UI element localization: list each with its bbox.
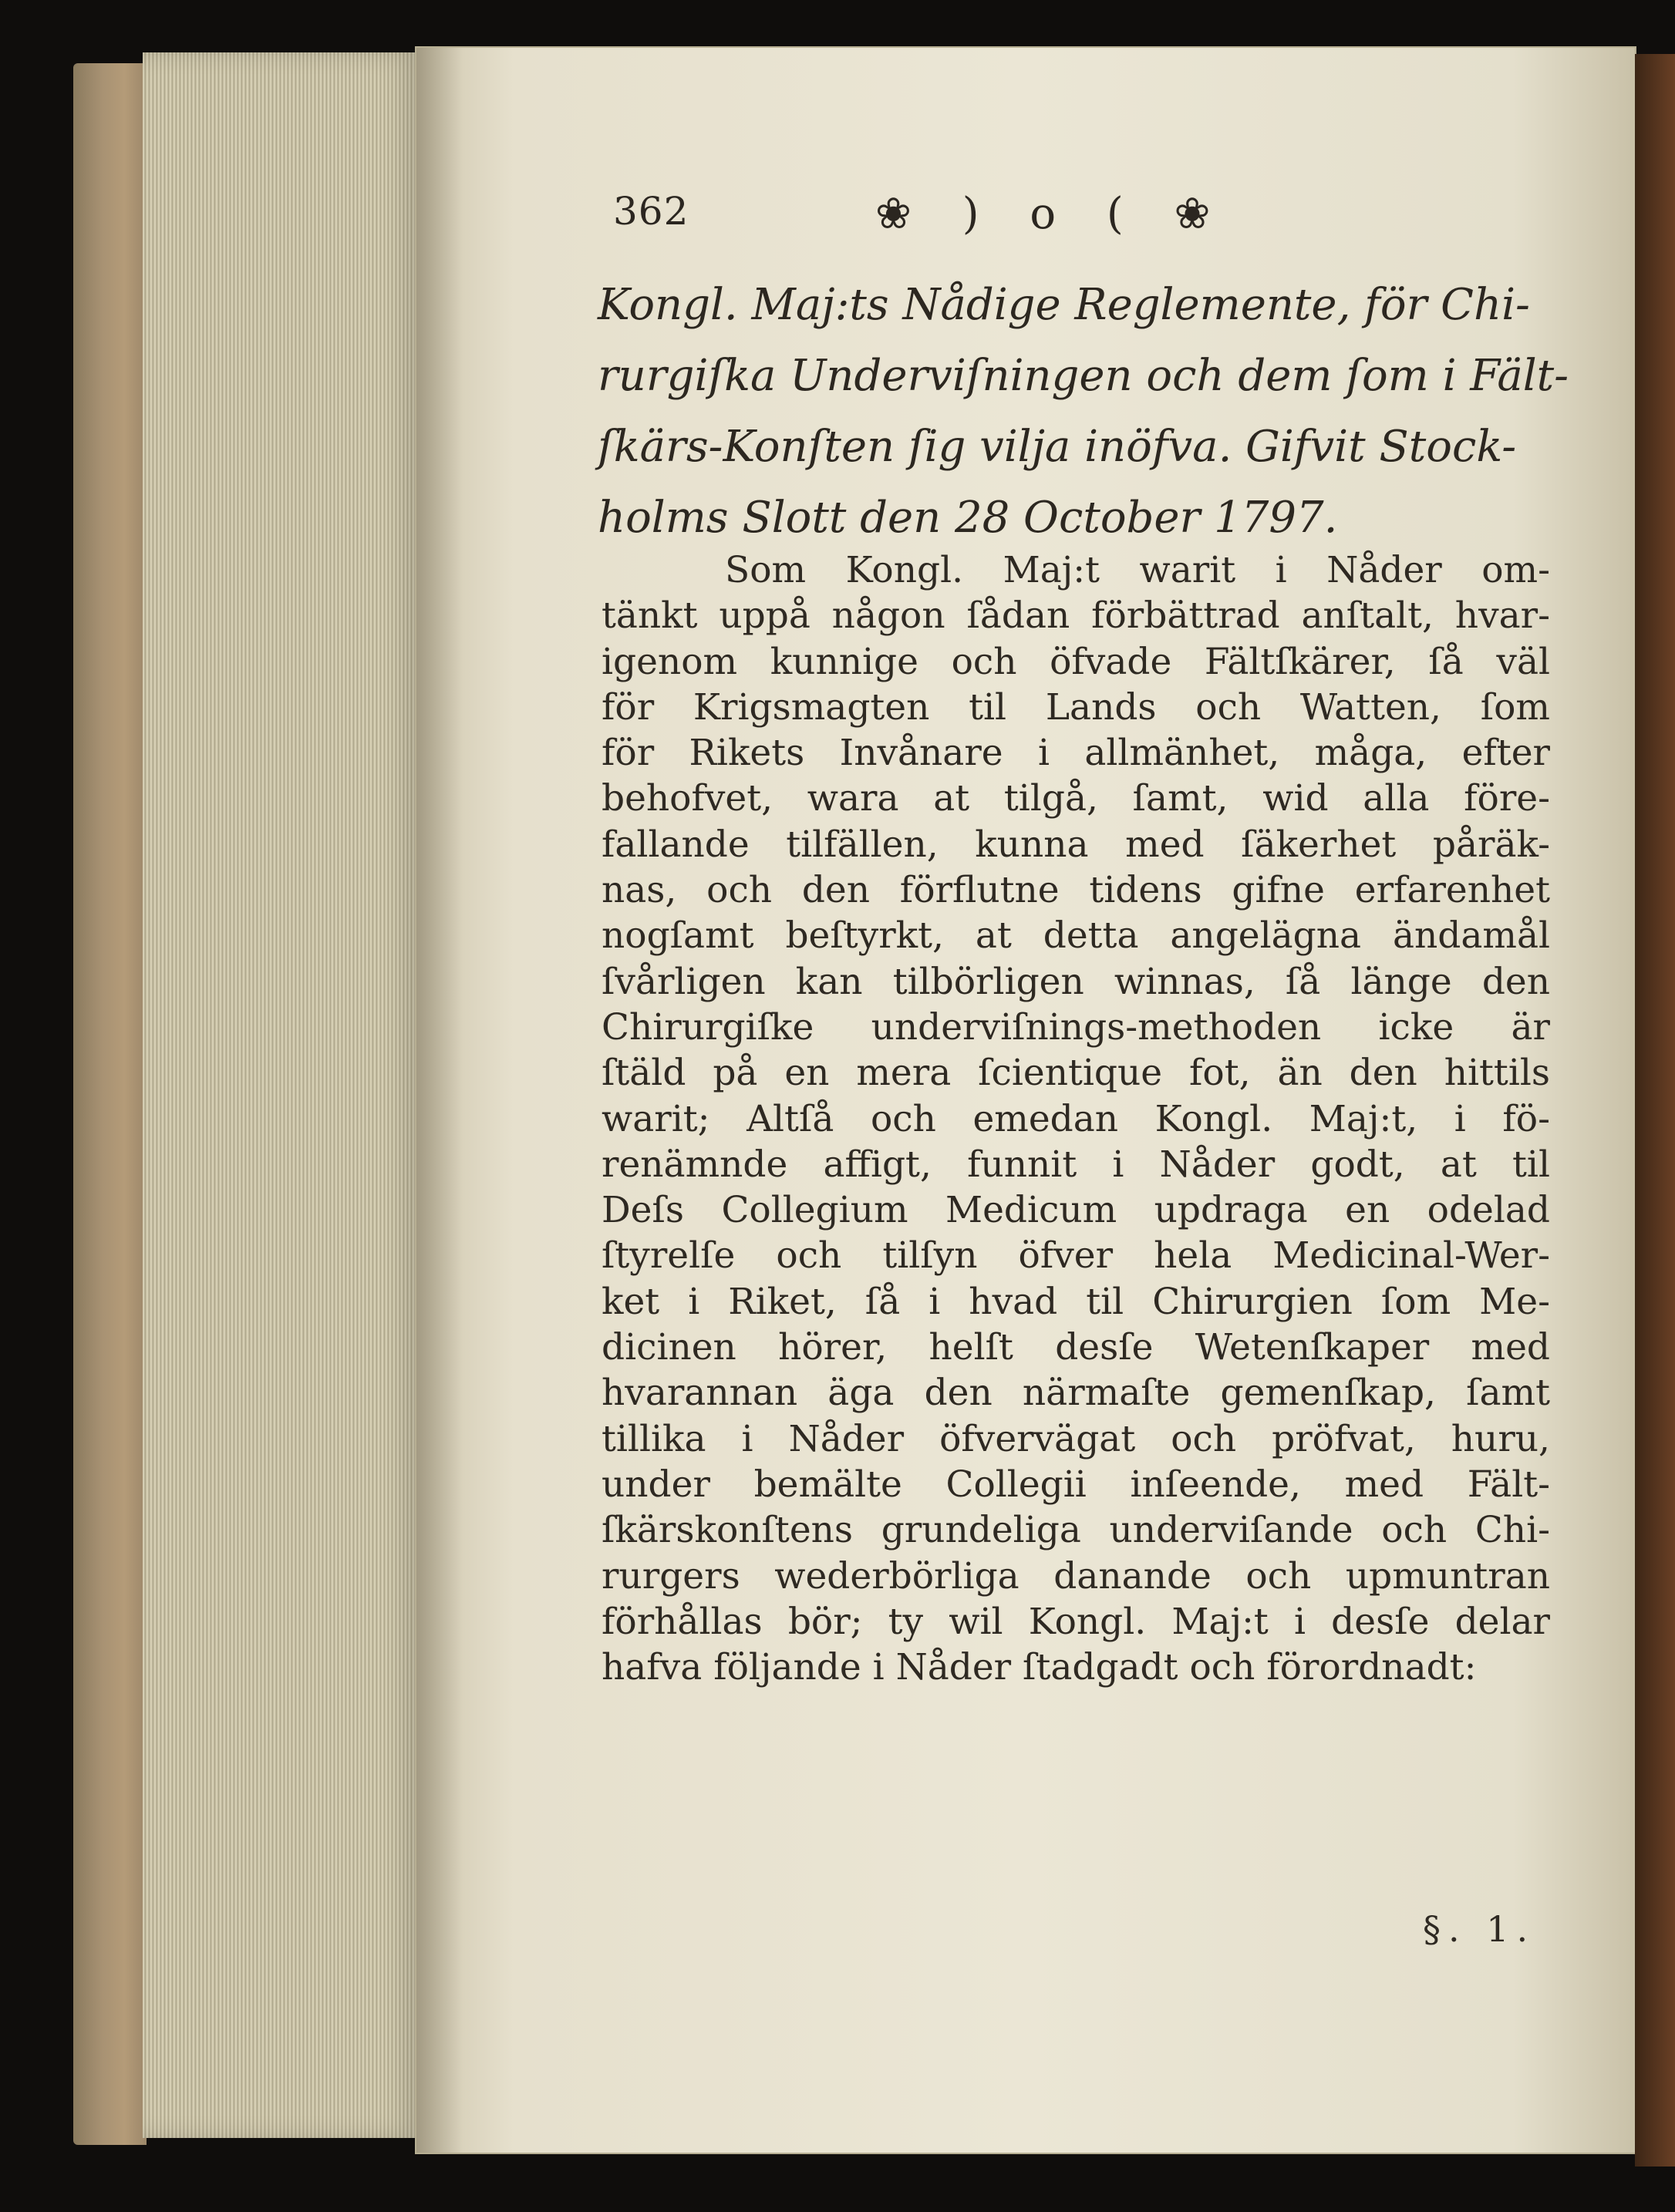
body-line: för Rikets Invånare i allmänhet, måga, efter	[602, 732, 1550, 775]
book-cover-edge	[73, 63, 147, 2145]
body-line: tänkt uppå någon ſådan förbättrad anſtalt, hvar-	[602, 594, 1550, 638]
body-line: Chirurgiſke underviſnings-methoden icke är	[602, 1005, 1550, 1049]
body-paragraph	[602, 547, 1550, 1690]
page-number: 362	[613, 189, 689, 234]
body-line: dicinen hörer, helſt desſe Wetenſkaper med	[602, 1326, 1550, 1369]
body-line: ſtäld på en mera ſcientique fot, än den hittils	[602, 1052, 1550, 1095]
body-line: nogſamt beſtyrkt, at detta angelägna ändamål	[602, 914, 1550, 958]
body-line: nas, och den förflutne tidens gifne erfarenhet	[602, 869, 1550, 912]
body-line: under bemälte Collegii inſeende, med Fält-	[602, 1463, 1550, 1506]
title-line: Kongl. Maj:ts Nådige Reglemente, för Chi-	[598, 280, 1530, 330]
facing-cover-edge	[1635, 54, 1675, 2167]
body-line: Deſs Collegium Medicum updraga en odelad	[602, 1189, 1550, 1232]
header-ornament: ❀ ) o ( ❀	[875, 189, 1229, 239]
body-line: förhållas bör; ty wil Kongl. Maj:t i desſe delar	[602, 1600, 1550, 1643]
body-line: renämnde affigt, funnit i Nåder godt, at til	[602, 1143, 1550, 1186]
body-line: ſtyrelſe och tilſyn öfver hela Medicinal-Wer-	[602, 1234, 1550, 1278]
body-line: ſvårligen kan tilbörligen winnas, ſå länge den	[602, 960, 1550, 1003]
body-line: hafva följande i Nåder ſtadgadt och förordnadt:	[602, 1646, 1477, 1689]
body-line: hvarannan äga den närmaſte gemenſkap, ſamt	[602, 1372, 1550, 1415]
body-line: ket i Riket, ſå i hvad til Chirurgien ſom Me-	[602, 1280, 1550, 1323]
title-line: ſkärs-Konſten ſig vilja inöfva. Gifvit Stock-	[598, 422, 1517, 472]
title-line: holms Slott den 28 October 1797.	[598, 493, 1338, 543]
body-line: rurgers wederbörliga danande och upmuntran	[602, 1554, 1550, 1598]
body-line: warit; Altſå och emedan Kongl. Maj:t, i fö-	[602, 1097, 1550, 1140]
body-line: för Krigsmagten til Lands och Watten, ſom	[602, 685, 1550, 729]
body-line: igenom kunnige och öfvade Fältſkärer, ſå väl	[602, 640, 1550, 683]
title-line: rurgiſka Underviſningen och dem ſom i Fält-	[598, 351, 1569, 401]
ordinance-title	[598, 270, 1569, 554]
body-line: tillika i Nåder öfvervägat och pröfvat, huru,	[602, 1417, 1550, 1460]
page-edges	[143, 52, 420, 2138]
body-line: Som Kongl. Maj:t warit i Nåder om-	[725, 549, 1550, 591]
gutter-shadow	[416, 48, 463, 2153]
running-header	[613, 189, 1554, 258]
body-line: ſkärskonſtens grundeliga underviſande och Chi-	[602, 1509, 1550, 1552]
body-line: fallande tilfällen, kunna med ſäkerhet påräk-	[602, 823, 1550, 866]
body-line: behofvet, wara at tilgå, ſamt, wid alla före-	[602, 777, 1550, 820]
catchword: §. 1.	[1423, 1908, 1536, 1950]
